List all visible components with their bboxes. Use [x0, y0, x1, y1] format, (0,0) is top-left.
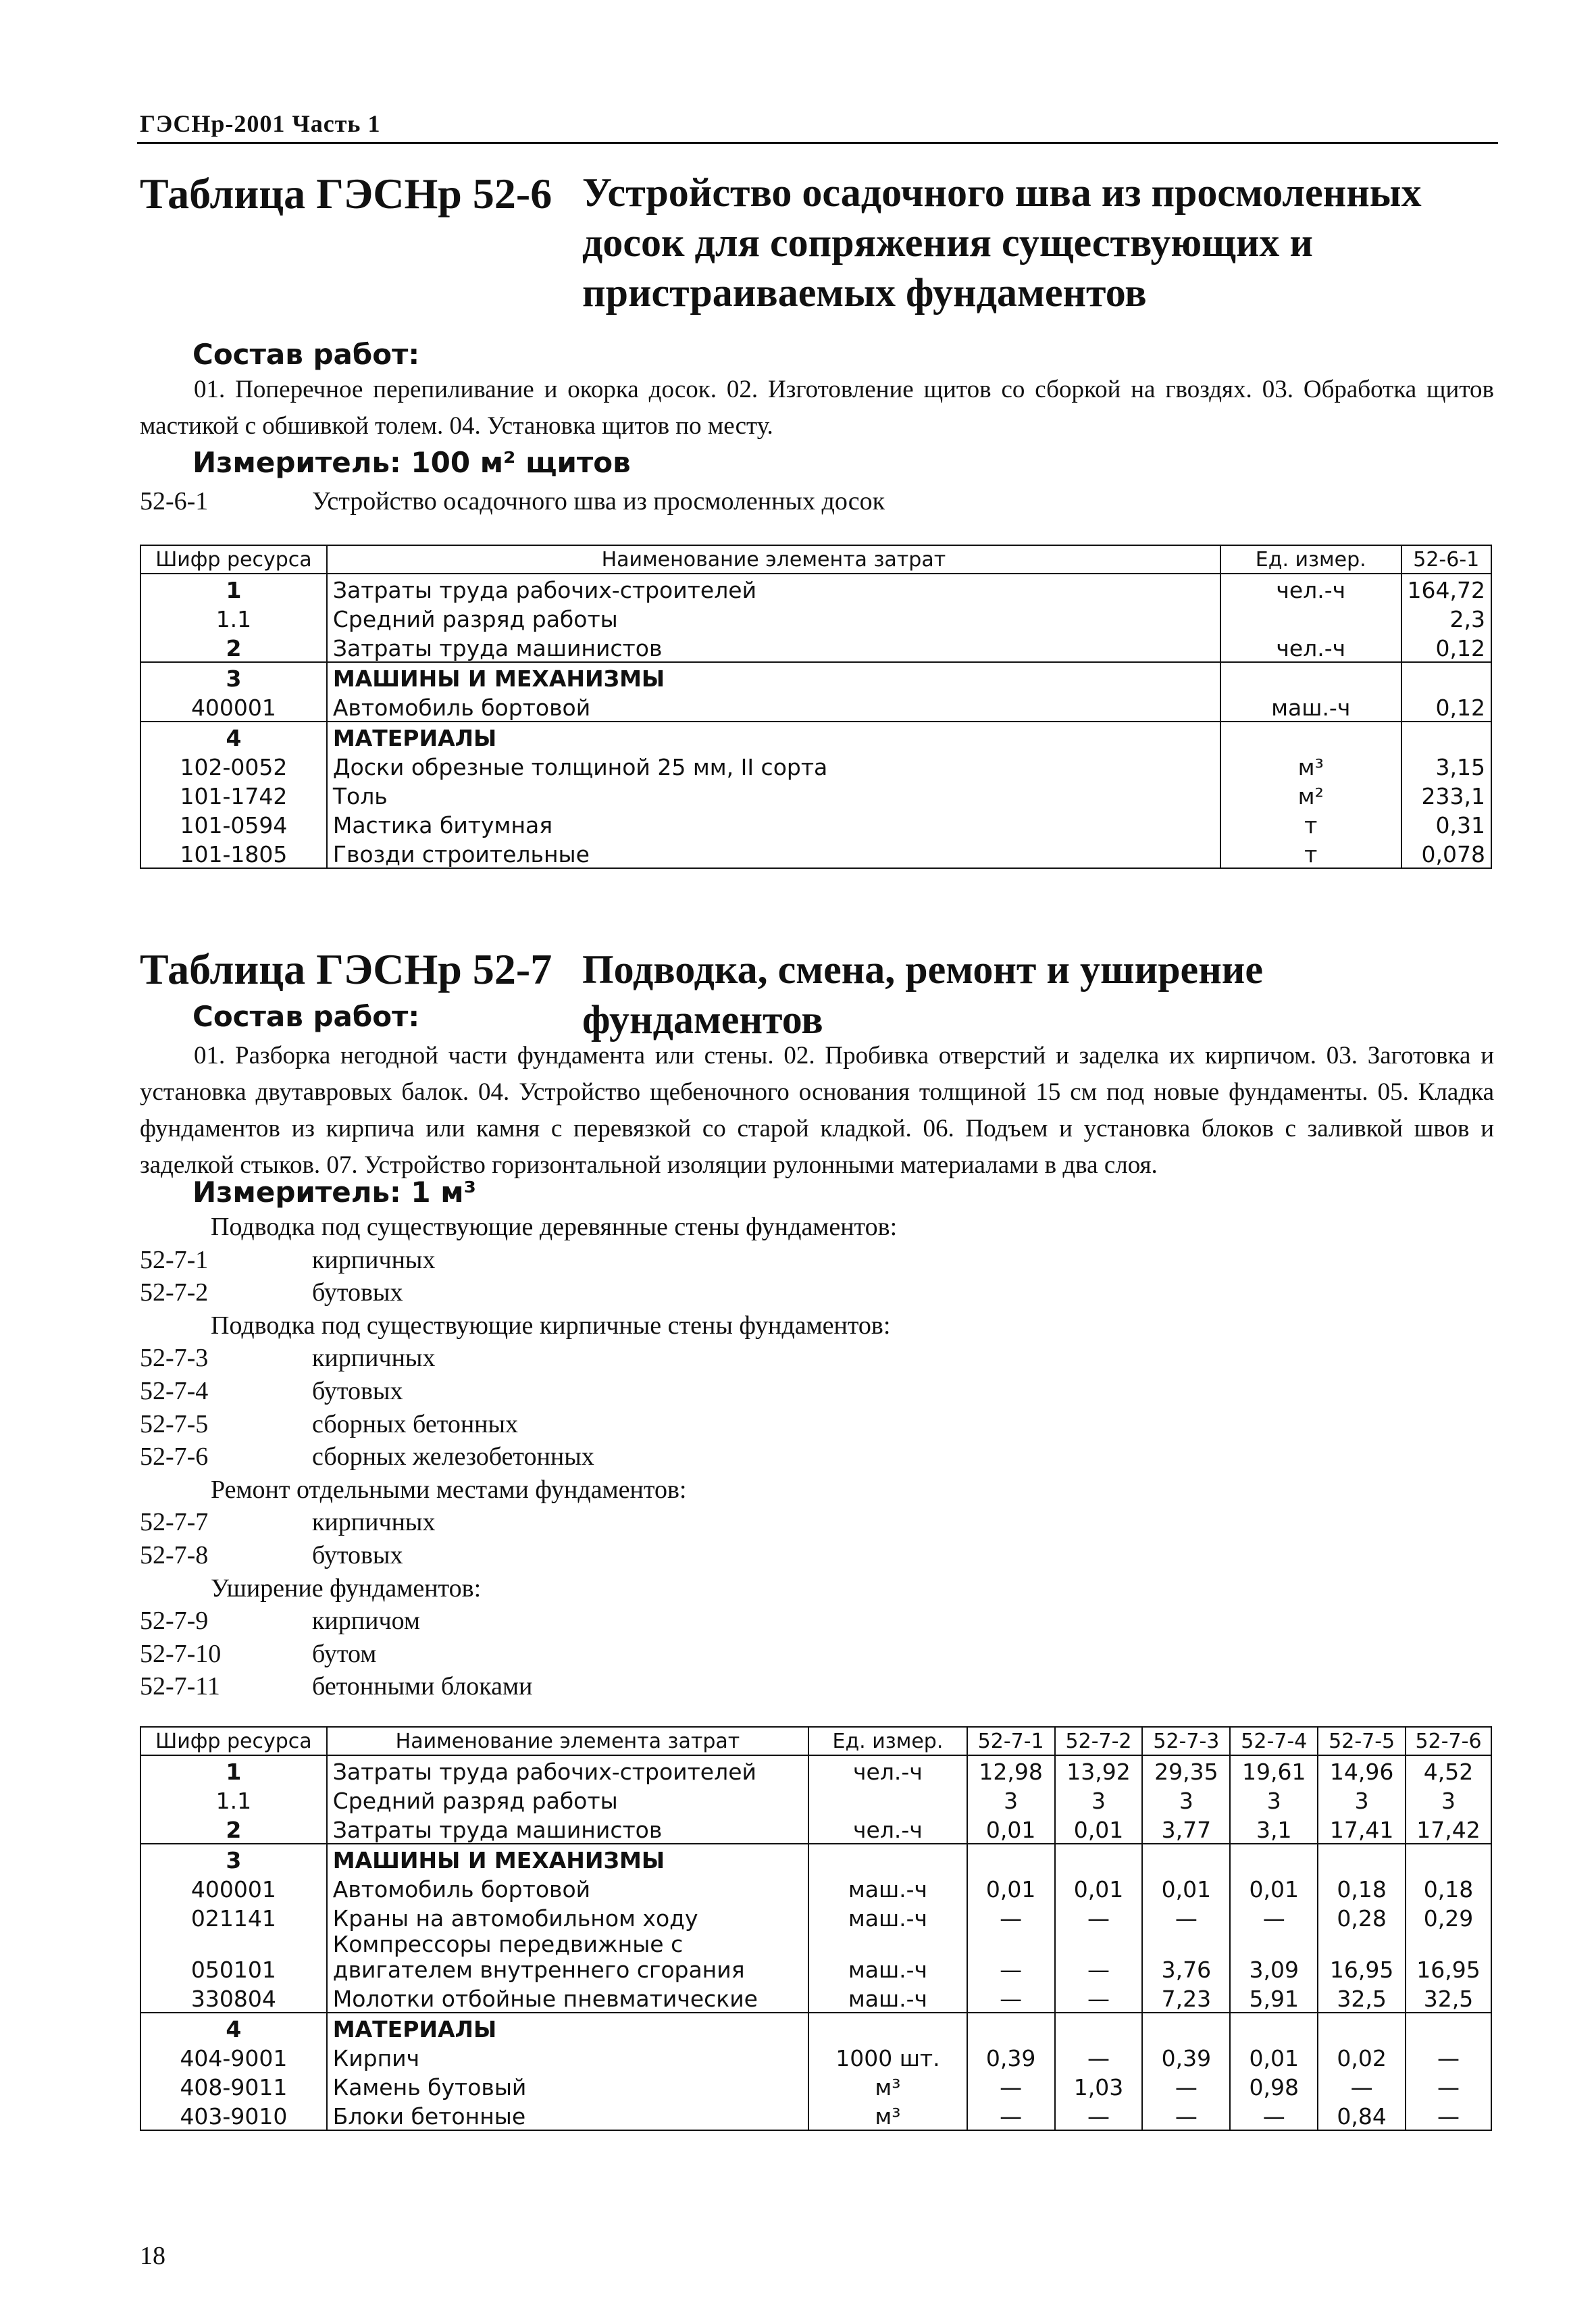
value-cell: 0,29: [1406, 1903, 1491, 1932]
resource-code-cell: 3: [140, 1844, 327, 1873]
value-cell: —: [967, 1932, 1055, 1983]
item-code: 52-7-9: [140, 1607, 209, 1636]
unit-cell: [808, 1844, 967, 1873]
resource-code-cell: 4: [140, 2013, 327, 2042]
resource-code-cell: 101-1805: [140, 838, 327, 868]
value-cell: 14,96: [1318, 1755, 1406, 1785]
table-row: [140, 2042, 1491, 2071]
table-row: [140, 574, 1491, 603]
unit-cell: чел.-ч: [1220, 574, 1401, 603]
value-cell: —: [1142, 1903, 1230, 1932]
value-cell: 5,91: [1230, 1983, 1318, 2013]
column-header: Ед. измер.: [808, 1727, 967, 1755]
list-item: [140, 1278, 1423, 1311]
value-cell: 0,31: [1401, 809, 1491, 838]
unit-cell: 1000 шт.: [808, 2042, 967, 2071]
table-row: [140, 1785, 1491, 1814]
value-cell: —: [1318, 2071, 1406, 2101]
resource-name-cell: Толь: [327, 780, 1220, 809]
item-code: 52-7-7: [140, 1508, 209, 1537]
resource-name-cell: Краны на автомобильном ходу: [327, 1903, 808, 1932]
value-cell: 3: [1406, 1785, 1491, 1814]
value-cell: 0,01: [1055, 1873, 1143, 1903]
value-cell: —: [967, 1983, 1055, 2013]
table-row: [140, 780, 1491, 809]
list-item: [140, 1376, 1423, 1409]
table-row: [140, 2071, 1491, 2101]
resource-code-cell: 4: [140, 722, 327, 751]
list-item: [140, 1540, 1423, 1574]
resource-code-cell: 021141: [140, 1903, 327, 1932]
table-row: [140, 1844, 1491, 1873]
meter-heading: Измеритель: 100 м² щитов: [192, 446, 631, 479]
resource-code-cell: 1: [140, 1755, 327, 1785]
resource-code-cell: 1: [140, 574, 327, 603]
value-cell: [1142, 2013, 1230, 2042]
item-code: 52-6-1: [140, 487, 209, 515]
value-cell: 0,01: [1230, 2042, 1318, 2071]
unit-cell: маш.-ч: [808, 1932, 967, 1983]
value-cell: 0,28: [1318, 1903, 1406, 1932]
item-text: кирпичом: [312, 1607, 420, 1636]
column-header: Шифр ресурса: [140, 1727, 327, 1755]
resource-name-cell: Средний разряд работы: [327, 1785, 808, 1814]
column-header: 52-7-6: [1406, 1727, 1491, 1755]
resource-name-cell: Доски обрезные толщиной 25 мм, II сорта: [327, 751, 1220, 780]
value-cell: —: [1230, 1903, 1318, 1932]
value-cell: 32,5: [1318, 1983, 1406, 2013]
resource-name-cell: Автомобиль бортовой: [327, 1873, 808, 1903]
resource-code-cell: 330804: [140, 1983, 327, 2013]
value-cell: 0,02: [1318, 2042, 1406, 2071]
column-header: 52-7-3: [1142, 1727, 1230, 1755]
list-item: [140, 1212, 1423, 1245]
resource-name-cell: Затраты труда машинистов: [327, 1814, 808, 1844]
value-cell: —: [1406, 2042, 1491, 2071]
resource-code-cell: 404-9001: [140, 2042, 327, 2071]
value-cell: 3,76: [1142, 1932, 1230, 1983]
table-row: [140, 1755, 1491, 1785]
list-item: [140, 1442, 1423, 1475]
resource-code-cell: 2: [140, 1814, 327, 1844]
column-header: Шифр ресурса: [140, 545, 327, 574]
resource-name-cell: Компрессоры передвижные с двигателем внутреннего сгорания: [327, 1932, 808, 1983]
value-cell: 12,98: [967, 1755, 1055, 1785]
value-cell: —: [1142, 2101, 1230, 2130]
item-text: сборных железобетонных: [312, 1442, 594, 1472]
unit-cell: маш.-ч: [808, 1903, 967, 1932]
table-row: [140, 1983, 1491, 2013]
resource-code-cell: 408-9011: [140, 2071, 327, 2101]
item-code: 52-7-3: [140, 1344, 209, 1373]
value-cell: —: [967, 2101, 1055, 2130]
resource-name-cell: Молотки отбойные пневматические: [327, 1983, 808, 2013]
item-text: кирпичных: [312, 1245, 436, 1274]
value-cell: [967, 2013, 1055, 2042]
resource-name-cell: МАШИНЫ И МЕХАНИЗМЫ: [327, 662, 1220, 692]
value-cell: —: [1055, 1903, 1143, 1932]
table-row: [140, 692, 1491, 722]
resource-name-cell: МАШИНЫ И МЕХАНИЗМЫ: [327, 1844, 808, 1873]
resource-code-cell: 101-0594: [140, 809, 327, 838]
unit-cell: маш.-ч: [808, 1983, 967, 2013]
value-cell: 0,01: [1230, 1873, 1318, 1903]
resource-table-52-7: [140, 1726, 1492, 2131]
item-text: Устройство осадочного шва из просмоленных досок: [312, 487, 885, 515]
item-text: сборных бетонных: [312, 1409, 519, 1438]
item-text: бетонными блоками: [312, 1672, 533, 1701]
value-cell: 16,95: [1318, 1932, 1406, 1983]
unit-cell: маш.-ч: [1220, 692, 1401, 722]
value-cell: [1055, 2013, 1143, 2042]
table-row: [140, 751, 1491, 780]
table-row: [140, 1873, 1491, 1903]
item-text: кирпичных: [312, 1508, 436, 1537]
column-header: 52-7-1: [967, 1727, 1055, 1755]
value-cell: 3: [1230, 1785, 1318, 1814]
column-header: Ед. измер.: [1220, 545, 1401, 574]
value-cell: —: [1055, 1932, 1143, 1983]
resource-code-cell: 1.1: [140, 603, 327, 632]
value-cell: 164,72: [1401, 574, 1491, 603]
item-code: 52-7-6: [140, 1442, 209, 1472]
meter-heading: Измеритель: 1 м³: [192, 1176, 476, 1209]
item-text: Подводка под существующие кирпичные стены фундаментов:: [211, 1311, 891, 1340]
value-cell: 29,35: [1142, 1755, 1230, 1785]
value-cell: 17,42: [1406, 1814, 1491, 1844]
resource-code-cell: 050101: [140, 1932, 327, 1983]
table-row: [140, 1814, 1491, 1844]
value-cell: 0,39: [1142, 2042, 1230, 2071]
value-cell: 233,1: [1401, 780, 1491, 809]
column-header: 52-7-5: [1318, 1727, 1406, 1755]
value-cell: 0,98: [1230, 2071, 1318, 2101]
resource-name-cell: Средний разряд работы: [327, 603, 1220, 632]
value-cell: 0,12: [1401, 692, 1491, 722]
value-cell: —: [1055, 2042, 1143, 2071]
value-cell: —: [1406, 2071, 1491, 2101]
resource-code-cell: 2: [140, 632, 327, 662]
value-cell: 0,39: [967, 2042, 1055, 2071]
unit-cell: т: [1220, 838, 1401, 868]
value-cell: —: [967, 2071, 1055, 2101]
value-cell: 3: [967, 1785, 1055, 1814]
item-code: 52-7-5: [140, 1409, 209, 1438]
work-composition-heading: Состав работ:: [192, 1000, 420, 1033]
value-cell: 3,1: [1230, 1814, 1318, 1844]
table-row: [140, 632, 1491, 662]
item-code: 52-7-2: [140, 1278, 209, 1307]
table-52-7-title: Подводка, смена, ремонт и уширение фундаментов: [582, 947, 1263, 1042]
value-cell: 2,3: [1401, 603, 1491, 632]
value-cell: 3,15: [1401, 751, 1491, 780]
item-text: Подводка под существующие деревянные стены фундаментов:: [211, 1213, 898, 1241]
list-item: [140, 1639, 1423, 1672]
resource-name-cell: Затраты труда рабочих-строителей: [327, 574, 1220, 603]
resource-code-cell: 400001: [140, 1873, 327, 1903]
work-composition-text: 01. Разборка негодной части фундамента или стены. 02. Пробивка отверстий и заделка их кирпичом. 03. Заготовка и установка двутавровых балок. 04. Устройство щебеночного основания толщиной 15 см под новые фундаменты. 05. Кладка фундаментов из кирпича или камня с перевязкой со старой кладкой. 06. Подъем и установка блоков с заливкой швов и заделкой стыков. 07. Устройство горизонтальной изоляции рулонными материалами в два слоя.: [140, 1042, 1494, 1179]
value-cell: —: [1055, 1983, 1143, 2013]
value-cell: 3: [1142, 1785, 1230, 1814]
column-header: 52-7-2: [1055, 1727, 1143, 1755]
value-cell: 19,61: [1230, 1755, 1318, 1785]
list-item: [140, 1311, 1423, 1344]
header-rule: [137, 142, 1498, 144]
unit-cell: м³: [1220, 751, 1401, 780]
value-cell: 13,92: [1055, 1755, 1143, 1785]
table-row: [140, 722, 1491, 751]
unit-cell: м²: [1220, 780, 1401, 809]
unit-cell: [1220, 662, 1401, 692]
item-text: бутовых: [312, 1278, 403, 1307]
value-cell: —: [1142, 2071, 1230, 2101]
unit-cell: т: [1220, 809, 1401, 838]
value-cell: 0,18: [1406, 1873, 1491, 1903]
value-cell: 16,95: [1406, 1932, 1491, 1983]
item-list: [140, 1212, 1423, 1705]
value-cell: 0,01: [1142, 1873, 1230, 1903]
unit-cell: маш.-ч: [808, 1873, 967, 1903]
value-cell: 3: [1318, 1785, 1406, 1814]
value-cell: [1401, 722, 1491, 751]
item-text: кирпичных: [312, 1344, 436, 1373]
list-item: [140, 1671, 1423, 1705]
value-cell: [1401, 662, 1491, 692]
value-cell: 3: [1055, 1785, 1143, 1814]
work-composition-text: 01. Поперечное перепиливание и окорка досок. 02. Изготовление щитов со сборкой на гвоздях. 03. Обработка щитов мастикой с обшивкой толем. 04. Установка щитов по месту.: [140, 376, 1494, 440]
resource-name-cell: МАТЕРИАЛЫ: [327, 2013, 808, 2042]
value-cell: 0,078: [1401, 838, 1491, 868]
resource-code-cell: 3: [140, 662, 327, 692]
resource-code-cell: 102-0052: [140, 751, 327, 780]
item-code: 52-7-8: [140, 1540, 209, 1569]
resource-name-cell: Блоки бетонные: [327, 2101, 808, 2130]
value-cell: 0,01: [1055, 1814, 1143, 1844]
value-cell: 4,52: [1406, 1755, 1491, 1785]
page-number: 18: [140, 2242, 165, 2270]
column-header: 52-6-1: [1401, 545, 1491, 574]
list-item: [140, 1475, 1423, 1508]
unit-cell: [1220, 722, 1401, 751]
table-row: [140, 662, 1491, 692]
unit-cell: чел.-ч: [808, 1755, 967, 1785]
resource-name-cell: Автомобиль бортовой: [327, 692, 1220, 722]
value-cell: [1406, 1844, 1491, 1873]
value-cell: —: [967, 1903, 1055, 1932]
column-header: Наименование элемента затрат: [327, 1727, 808, 1755]
value-cell: [1055, 1844, 1143, 1873]
value-cell: [967, 1844, 1055, 1873]
resource-name-cell: Затраты труда машинистов: [327, 632, 1220, 662]
resource-name-cell: Затраты труда рабочих-строителей: [327, 1755, 808, 1785]
value-cell: [1318, 2013, 1406, 2042]
table-row: [140, 1932, 1491, 1983]
value-cell: 3,09: [1230, 1932, 1318, 1983]
value-cell: 3,77: [1142, 1814, 1230, 1844]
value-cell: 0,84: [1318, 2101, 1406, 2130]
item-code: 52-7-11: [140, 1672, 220, 1701]
resource-code-cell: 403-9010: [140, 2101, 327, 2130]
value-cell: 0,12: [1401, 632, 1491, 662]
value-cell: 0,01: [967, 1873, 1055, 1903]
resource-name-cell: Камень бутовый: [327, 2071, 808, 2101]
table-row: [140, 2101, 1491, 2130]
item-text: Уширение фундаментов:: [211, 1574, 482, 1603]
resource-name-cell: Гвозди строительные: [327, 838, 1220, 868]
value-cell: 0,18: [1318, 1873, 1406, 1903]
unit-cell: м³: [808, 2101, 967, 2130]
column-header: 52-7-4: [1230, 1727, 1318, 1755]
unit-cell: [808, 1785, 967, 1814]
table-row: [140, 1903, 1491, 1932]
table-row: [140, 838, 1491, 868]
unit-cell: [1220, 603, 1401, 632]
item-text: Ремонт отдельными местами фундаментов:: [211, 1475, 687, 1504]
item-code: 52-7-4: [140, 1376, 209, 1405]
table-52-6-label: Таблица ГЭСНр 52-6: [140, 170, 552, 218]
value-cell: [1142, 1844, 1230, 1873]
unit-cell: м³: [808, 2071, 967, 2101]
work-composition-heading: Состав работ:: [192, 338, 420, 371]
resource-code-cell: 400001: [140, 692, 327, 722]
value-cell: 32,5: [1406, 1983, 1491, 2013]
resource-code-cell: 1.1: [140, 1785, 327, 1814]
table-52-7-label: Таблица ГЭСНр 52-7: [140, 945, 552, 993]
resource-table-52-6: [140, 545, 1492, 869]
running-header: ГЭСНр-2001 Часть 1: [140, 110, 381, 137]
list-item: [140, 1507, 1423, 1540]
unit-cell: чел.-ч: [1220, 632, 1401, 662]
value-cell: [1318, 1844, 1406, 1873]
table-row: [140, 809, 1491, 838]
value-cell: —: [1406, 2101, 1491, 2130]
value-cell: 0,01: [967, 1814, 1055, 1844]
value-cell: 1,03: [1055, 2071, 1143, 2101]
item-code: 52-7-10: [140, 1639, 222, 1668]
resource-code-cell: 101-1742: [140, 780, 327, 809]
value-cell: [1230, 1844, 1318, 1873]
value-cell: 17,41: [1318, 1814, 1406, 1844]
table-52-6-title: Устройство осадочного шва из просмоленных досок для сопряжения существующих и пристраиваемых фундаментов: [582, 170, 1422, 315]
value-cell: —: [1055, 2101, 1143, 2130]
table-row: [140, 603, 1491, 632]
resource-name-cell: Мастика битумная: [327, 809, 1220, 838]
column-header: Наименование элемента затрат: [327, 545, 1220, 574]
list-item: [140, 1574, 1423, 1607]
resource-name-cell: МАТЕРИАЛЫ: [327, 722, 1220, 751]
resource-name-cell: Кирпич: [327, 2042, 808, 2071]
list-item: [140, 1343, 1423, 1376]
value-cell: [1230, 2013, 1318, 2042]
list-item: [140, 1245, 1423, 1278]
item-text: бутом: [312, 1639, 377, 1668]
value-cell: [1406, 2013, 1491, 2042]
unit-cell: [808, 2013, 967, 2042]
list-item: [140, 1606, 1423, 1639]
item-text: бутовых: [312, 1376, 403, 1405]
table-row: [140, 2013, 1491, 2042]
value-cell: 7,23: [1142, 1983, 1230, 2013]
unit-cell: чел.-ч: [808, 1814, 967, 1844]
list-item: [140, 1409, 1423, 1442]
item-text: бутовых: [312, 1540, 403, 1569]
item-code: 52-7-1: [140, 1245, 209, 1274]
value-cell: —: [1230, 2101, 1318, 2130]
